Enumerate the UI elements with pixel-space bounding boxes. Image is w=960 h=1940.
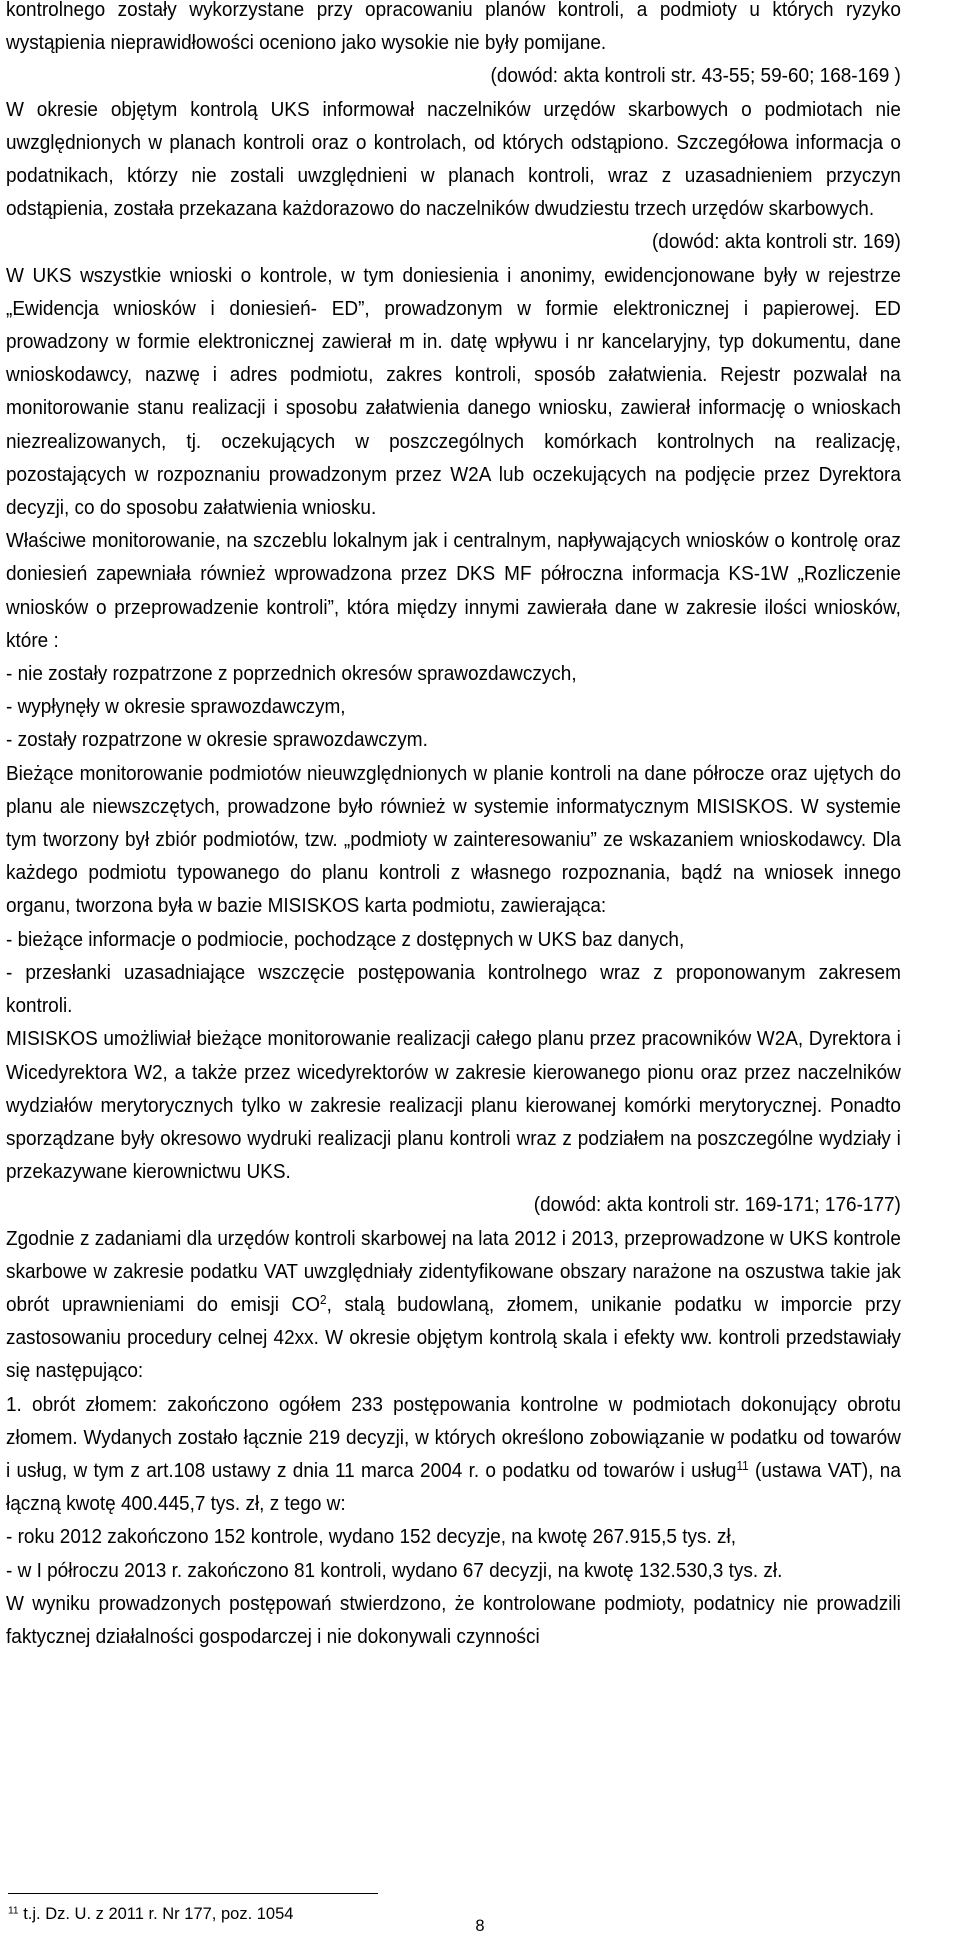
list-item: - nie zostały rozpatrzone z poprzednich okresów sprawozdawczych,: [6, 663, 577, 686]
paragraph: [6, 1223, 901, 1389]
evidence-reference: (dowód: akta kontroli str. 169-171; 176-177): [533, 1194, 901, 1217]
paragraph-text: Zgodnie z zadaniami dla urzędów kontroli skarbowej na lata 2012 i 2013, przeprowadzone w UKS kontrole skarbowe w zakresie podatku VAT uwzględniały zidentyfikowane obszary narażone na oszustwa takie jak obrót uprawnieniami do emisji CO: [6, 1227, 901, 1316]
paragraph: W okresie objętym kontrolą UKS informował naczelników urzędów skarbowych o podmiotach nie uwzględnionych w planach kontroli oraz o kontrolach, od których odstąpiono. Szczegółowa informacja o podatnikach, którzy nie zostali uwzględnieni w planach kontroli, wraz z uzasadnieniem przyczyn odstąpienia, została przekazana każdorazowo do naczelników dwudziestu trzech urzędów skarbowych.: [6, 98, 901, 221]
footnote-text: t.j. Dz. U. z 2011 r. Nr 177, poz. 1054: [18, 1905, 294, 1923]
paragraph: W wyniku prowadzonych postępowań stwierdzono, że kontrolowane podmioty, podatnicy nie prowadzili faktycznej działalności gospodarczej i nie dokonywali czynności: [6, 1592, 901, 1648]
evidence-reference: (dowód: akta kontroli str. 43-55; 59-60; 168-169 ): [490, 65, 901, 88]
paragraph: MISISKOS umożliwiał bieżące monitorowanie realizacji całego planu przez pracowników W2A, Dyrektora i Wicedyrektora W2, a także przez wicedyrektorów w zakresie kierowanego pionu oraz przez naczelników wydziałów merytorycznych tylko w zakresie realizacji planu kierowanej komórki merytorycznej. Ponadto sporządzane były okresowo wydruki realizacji planu kontroli wraz z podziałem na poszczególne wydziały i przekazywane kierownictwu UKS.: [6, 1028, 901, 1184]
paragraph-text: , stalą budowlaną, złomem, unikanie podatku w imporcie przy zastosowaniu procedury celnej 42xx. W okresie objętym kontrolą skala i efekty ww. kontroli przedstawiały się następująco:: [6, 1293, 901, 1383]
paragraph: Bieżące monitorowanie podmiotów nieuwzględnionych w planie kontroli na dane półrocze oraz ujętych do planu ale niewszczętych, prowadzone było również w systemie informatycznym MISISKOS. W systemie tym tworzony był zbiór podmiotów, tzw. „podmioty w zainteresowaniu” ze wskazaniem wnioskodawcy. Dla każdego podmiotu typowanego do planu kontroli z własnego rozpoznania, bądź na wniosek innego organu, tworzona była w bazie MISISKOS karta podmiotu, zawierająca:: [6, 762, 901, 918]
footnote-marker: 11: [8, 1905, 19, 1917]
list-item: - zostały rozpatrzone w okresie sprawozdawczym.: [6, 729, 428, 752]
footnote-separator: [8, 1893, 378, 1894]
paragraph: kontrolnego zostały wykorzystane przy opracowaniu planów kontroli, a podmioty u których ryzyko wystąpienia nieprawidłowości oceniono jako wysokie nie były pomijane.: [6, 0, 901, 55]
list-item: - wypłynęły w okresie sprawozdawczym,: [6, 696, 346, 719]
page-number: 8: [475, 1917, 485, 1935]
paragraph-text: (ustawa VAT), na łączną kwotę 400.445,7 tys. zł, z tego w:: [6, 1459, 901, 1516]
evidence-reference: (dowód: akta kontroli str. 169): [651, 231, 901, 254]
paragraph: [6, 1389, 901, 1522]
list-item: - przesłanki uzasadniające wszczęcie postępowania kontrolnego wraz z proponowanym zakresem kontroli.: [6, 961, 901, 1018]
list-item: - w I półroczu 2013 r. zakończono 81 kontroli, wydano 67 decyzji, na kwotę 132.530,3 tys. zł.: [6, 1559, 783, 1582]
subscript-number: 2: [320, 1293, 327, 1308]
list-item: - bieżące informacje o podmiocie, pochodzące z dostępnych w UKS baz danych,: [6, 928, 685, 951]
paragraph: W UKS wszystkie wnioski o kontrole, w tym doniesienia i anonimy, ewidencjonowane były w rejestrze „Ewidencja wniosków i doniesień- ED”, prowadzonym w formie elektronicznej i papierowej. ED prowadzony w formie elektronicznej zawierał m in. datę wpływu i nr kancelaryjny, typ dokumentu, dane wnioskodawcy, nazwę i adres podmiotu, zakres kontroli, sposób załatwienia. Rejestr pozwalał na monitorowanie stanu realizacji i sposobu załatwienia danego wniosku, zawierał informację o wnioskach niezrealizowanych, tj. oczekujących w poszczególnych komórkach kontrolnych na realizację, pozostających w rozpoznaniu prowadzonym przez W2A lub oczekujących na podjęcie przez Dyrektora decyzji, co do sposobu załatwienia wniosku.: [6, 264, 901, 520]
paragraph-text: 1. obrót złomem: zakończono ogółem 233 postępowania kontrolne w podmiotach dokonujący obrotu złomem. Wydanych zostało łącznie 219 decyzji, w których określono zobowiązanie w podatku od towarów i usług, w tym z art.108 ustawy z dnia 11 marca 2004 r. o podatku od towarów i usług: [6, 1393, 901, 1482]
footnote-marker: 11: [736, 1459, 749, 1474]
list-item: - roku 2012 zakończono 152 kontrole, wydano 152 decyzje, na kwotę 267.915,5 tys. zł,: [6, 1526, 736, 1549]
paragraph: Właściwe monitorowanie, na szczeblu lokalnym jak i centralnym, napływających wniosków o kontrolę oraz doniesień zapewniała również wprowadzona przez DKS MF półroczna informacja KS-1W „Rozliczenie wniosków o przeprowadzenie kontroli”, która między innymi zawierała dane w zakresie ilości wniosków, które :: [6, 530, 901, 652]
body-text: [6, 0, 901, 1654]
